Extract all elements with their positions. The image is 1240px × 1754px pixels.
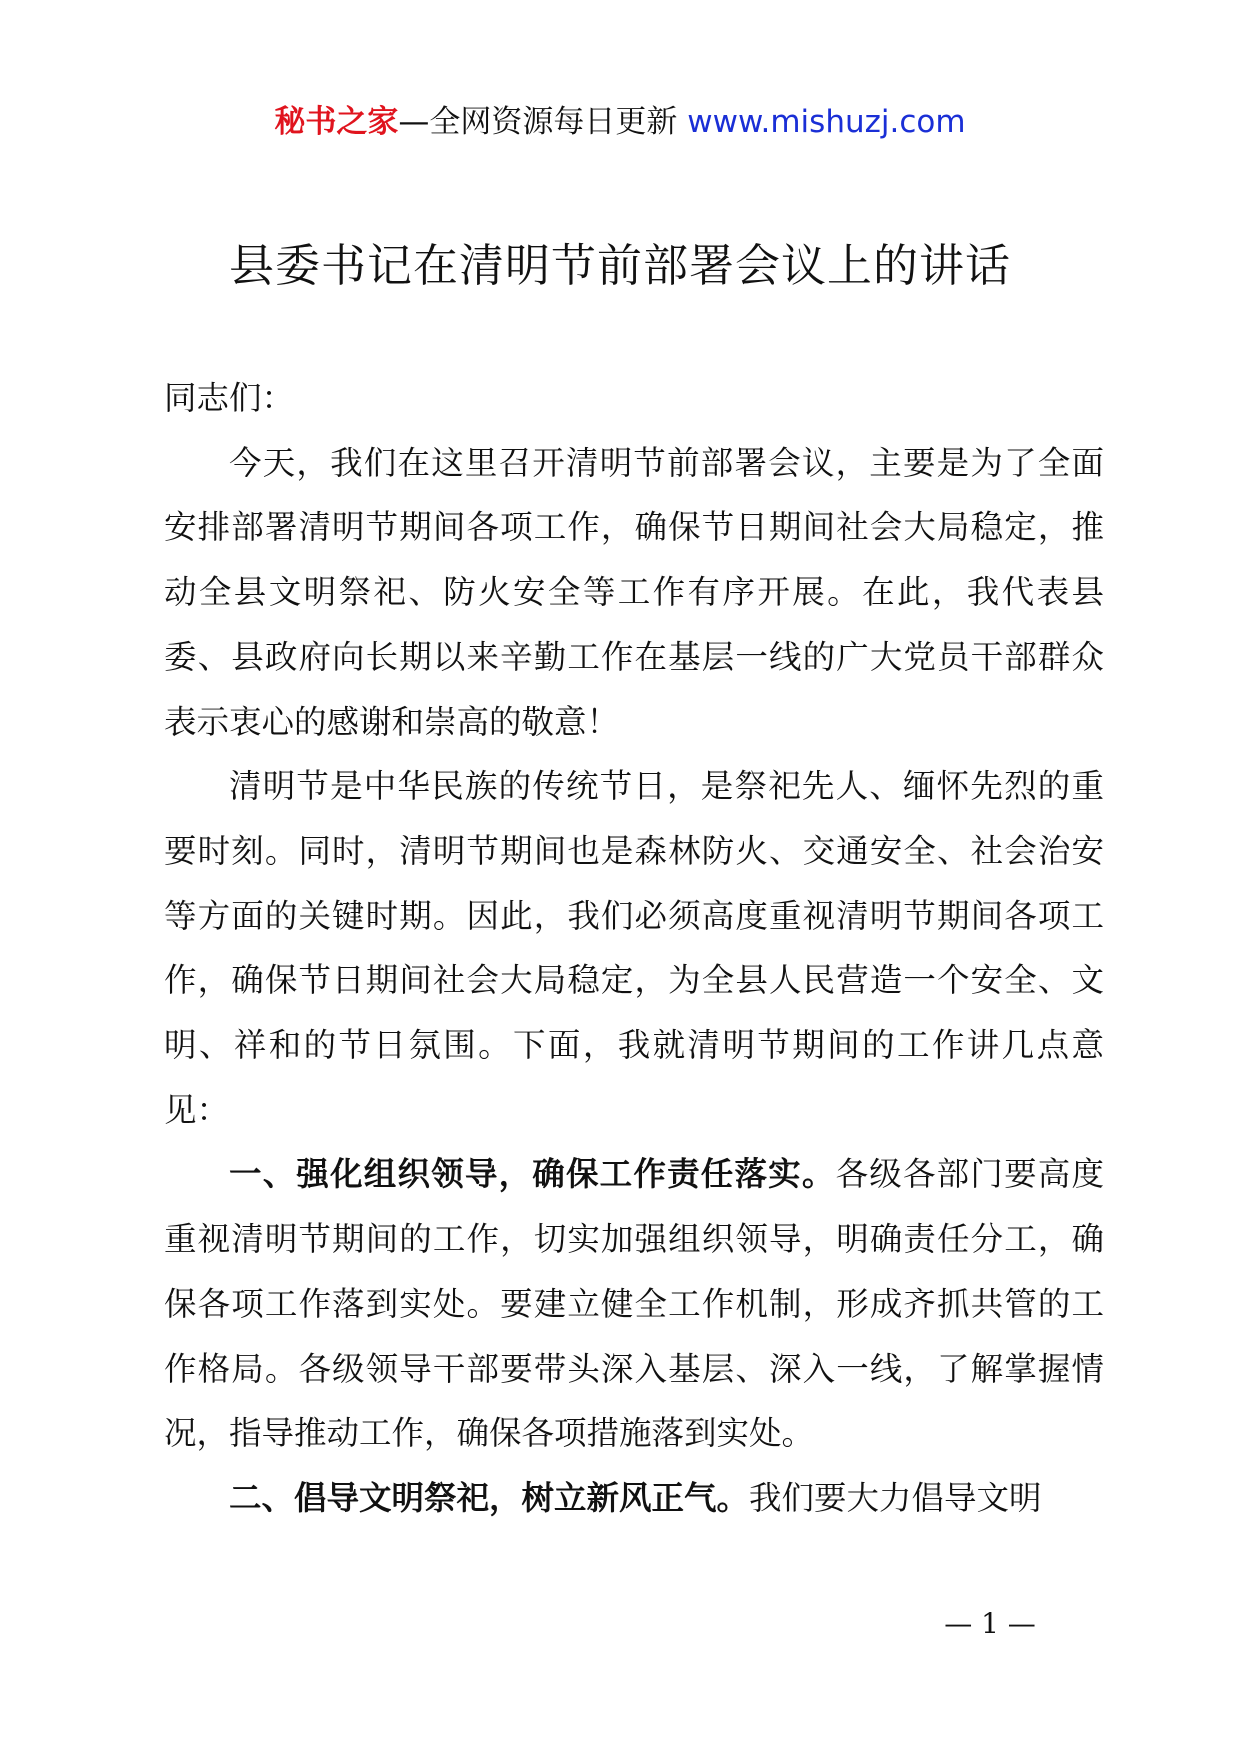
document-title: 县委书记在清明节前部署会议上的讲话	[228, 239, 1011, 292]
page-number: — 1 —	[944, 1607, 1036, 1640]
paragraph-context: 清明节是中华民族的传统节日，是祭祀先人、缅怀先烈的重要时刻。同时，清明节期间也是森林防火、交通安全、社会治安等方面的关键时期。因此，我们必须高度重视清明节期间各项工作，确保节日期间社会大局稳定，为全县人民营造一个安全、文明、祥和的节日氛围。下面，我就清明节期间的工作讲几点意见：	[164, 767, 1104, 1129]
site-header	[0, 100, 1240, 144]
section-2-text: 我们要大力倡导文明	[749, 1478, 1042, 1517]
greeting: 同志们：	[164, 379, 295, 417]
paragraph-intro: 今天，我们在这里召开清明节前部署会议，主要是为了全面安排部署清明节期间各项工作，确保节日期间社会大局稳定，推动全县文明祭祀、防火安全等工作有序开展。在此，我代表县委、县政府向长期以来辛勤工作在基层一线的广大党员干部群众表示衷心的感谢和崇高的敬意！	[164, 443, 1104, 741]
header-tagline: —全网资源每日更新	[398, 104, 678, 140]
site-url: www.mishuzj.com	[687, 104, 966, 140]
section-2-heading: 二、倡导文明祭祀，树立新风正气。	[229, 1478, 750, 1517]
section-1	[164, 1142, 1104, 1466]
section-1-heading: 一、强化组织领导，确保工作责任落实。	[229, 1155, 836, 1194]
section-1-text: 各级各部门要高度重视清明节期间的工作，切实加强组织领导，明确责任分工，确保各项工作落到实处。要建立健全工作机制，形成齐抓共管的工作格局。各级领导干部要带头深入基层、深入一线，了解掌握情况，指导推动工作，确保各项措施落到实处。	[164, 1155, 1104, 1453]
section-2	[164, 1466, 1104, 1531]
document-body	[164, 366, 1104, 1531]
brand-name: 秘书之家	[274, 104, 399, 140]
